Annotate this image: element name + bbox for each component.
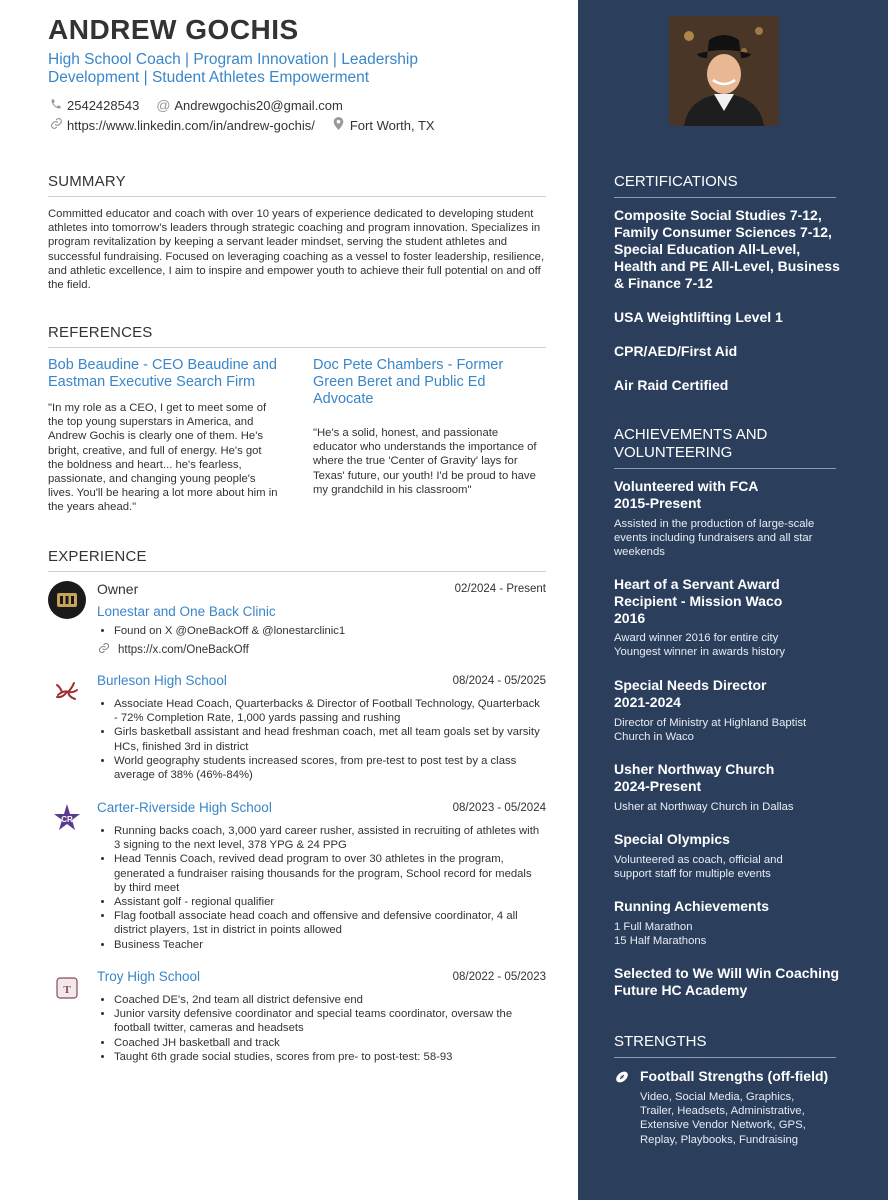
link-icon	[98, 642, 118, 657]
achievement-title: Usher Northway Church 2024-Present	[614, 761, 775, 794]
sidebar	[578, 0, 888, 1200]
job-organization[interactable]: Lonestar and One Back Clinic	[97, 604, 276, 619]
at-icon: @	[156, 97, 171, 113]
job-bullet: • Taught 6th grade social studies, scores from pre- to post-test: 58-93	[114, 1050, 546, 1064]
headline-line-1: High School Coach | Program Innovation | Leadership	[48, 51, 418, 68]
link-icon	[48, 117, 64, 133]
job-link-row	[98, 642, 249, 657]
phone-item	[48, 98, 139, 113]
carter-riverside-logo	[48, 800, 86, 838]
summary-text: Committed educator and coach with over 10 years of experience dedicated to developing student athletes into tomorrow’s leaders through strategic coaching and program innovation. Specializes in program revitalization by keeping a servant leader mindset, serving the student athletes and successful fundraising. Focused on leveraging coaching as a vessel to foster leadership, resilience, and athletic excellence, I aim to inspire and empower youth to achieve their full potential on and off the field.	[48, 208, 545, 292]
headline-line-2: Development | Student Athletes Empowerment	[48, 69, 370, 86]
job-bullet: • Found on X @OneBackOff & @lonestarclinic1	[114, 624, 546, 638]
svg-text:CR: CR	[61, 815, 73, 824]
job-organization[interactable]: Troy High School	[97, 969, 201, 984]
job-entry	[48, 969, 546, 1069]
email-address[interactable]: Andrewgochis20@gmail.com	[174, 97, 343, 113]
achievement-title: Special Olympics	[614, 831, 730, 847]
reference-quote: "In my role as a CEO, I get to meet some of the top young superstars in America, and Andrew Gochis is clearly one of them. He's bright, creative, and full of energy. He's got the boldness and heart... he's fearless, passionate, and changing young people's lives. You'll be hearing a lot more about him in the years ahead."	[48, 402, 278, 514]
location-pin-icon	[331, 117, 347, 133]
achievement-title: Selected to We Will Win Coaching Future HC Academy	[614, 965, 840, 998]
phone-icon	[48, 98, 64, 113]
achievements-heading: ACHIEVEMENTS AND VOLUNTEERING	[614, 426, 836, 469]
candidate-name: ANDREW GOCHIS	[48, 14, 299, 45]
job-date: 08/2023 - 05/2024	[452, 802, 546, 814]
troy-logo	[48, 969, 86, 1007]
achievement-desc: Director of Ministry at Highland Baptist Church in Waco	[614, 717, 807, 744]
reference-name: Doc Pete Chambers - Former Green Beret and Public Ed Advocate	[313, 357, 504, 407]
summary-heading: SUMMARY	[48, 173, 546, 197]
job-bullets	[114, 697, 546, 782]
achievement-desc: Volunteered as coach, official and support staff for multiple events	[614, 854, 783, 881]
job-entry	[48, 800, 546, 960]
clinic-logo	[48, 581, 86, 619]
job-bullet: • Coached JH basketball and track	[114, 1036, 546, 1050]
phone-number[interactable]: 2542428543	[67, 97, 140, 113]
job-date: 02/2024 - Present	[454, 583, 546, 595]
job-bullet: • Running backs coach, 3,000 yard career rusher, assisted in recruiting of athletes with 3 signing to the next level, 378 YPG & 24 PPG	[114, 824, 546, 852]
job-organization[interactable]: Carter-Riverside High School	[97, 800, 272, 815]
experience-heading: EXPERIENCE	[48, 548, 546, 572]
achievement-title: Volunteered with FCA 2015-Present	[614, 478, 758, 511]
job-bullet: • Junior varsity defensive coordinator and special teams coordinator, oversaw the football twitter, cameras and headsets	[114, 1007, 546, 1035]
achievement-title: Special Needs Director 2021-2024	[614, 677, 767, 710]
strength-desc: Video, Social Media, Graphics, Trailer, Headsets, Administrative, Extensive Vendor Network, GPS, Replay, Playbooks, Fundraising	[640, 1091, 806, 1146]
job-bullets	[114, 624, 546, 638]
job-bullet: • World geography students increased scores, from pre-test to post test by a class average of 38% (46%-84%)	[114, 754, 546, 782]
achievement-desc: 15 Half Marathons	[614, 935, 707, 947]
certification-item: Composite Social Studies 7-12, Family Consumer Sciences 7-12, Special Education All-Level, Health and PE All-Level, Business & Finance 7-12	[614, 207, 840, 291]
job-entry	[48, 673, 546, 793]
achievement-desc: Award winner 2016 for entire city Youngest winner in awards history	[614, 632, 786, 659]
headline	[48, 51, 468, 87]
job-bullet: • Head Tennis Coach, revived dead program to over 30 athletes in the program, generated a fundraiser raising thousands for the program, School record for medals by third meet	[114, 852, 546, 895]
reference-item	[313, 357, 545, 497]
strength-title: Football Strengths (off-field)	[640, 1068, 829, 1084]
job-date: 08/2022 - 05/2023	[452, 971, 546, 983]
email-item	[155, 97, 343, 113]
certification-item: Air Raid Certified	[614, 377, 729, 393]
job-role: Owner	[97, 581, 139, 597]
football-icon	[614, 1069, 634, 1085]
achievement-title: Heart of a Servant Award Recipient - Mission Waco 2016	[614, 576, 783, 626]
contact-row-2	[48, 117, 451, 133]
job-bullets	[114, 993, 546, 1064]
job-bullet: • Business Teacher	[114, 938, 546, 952]
job-link[interactable]: https://x.com/OneBackOff	[118, 643, 249, 656]
achievement-desc: Assisted in the production of large-scale events including fundraisers and all star weekends	[614, 518, 815, 559]
contact-row-1	[48, 97, 359, 113]
svg-text:T: T	[63, 984, 71, 996]
strengths-heading: STRENGTHS	[614, 1033, 836, 1058]
reference-name: Bob Beaudine - CEO Beaudine and Eastman Executive Search Firm	[48, 357, 277, 390]
job-bullet: • Assistant golf - regional qualifier	[114, 895, 546, 909]
reference-quote: "He's a solid, honest, and passionate educator who understands the importance of where the true 'Center of Gravity' lays for Texas' future, our youth! I'd be proud to have my grandchild in his classroom"	[313, 427, 537, 496]
location-item	[331, 117, 435, 133]
job-bullet: • Associate Head Coach, Quarterbacks & Director of Football Technology, Quarterback - 72% Completion Rate, 1,000 yards passing and rushing	[114, 697, 546, 725]
profile-photo	[669, 16, 779, 126]
location-text: Fort Worth, TX	[349, 117, 435, 133]
linkedin-link[interactable]: https://www.linkedin.com/in/andrew-gochis/	[67, 117, 315, 133]
job-organization[interactable]: Burleson High School	[97, 673, 227, 688]
achievement-desc: Usher at Northway Church in Dallas	[614, 801, 794, 813]
burleson-logo	[48, 673, 86, 711]
references-heading: REFERENCES	[48, 324, 546, 348]
achievement-desc: 1 Full Marathon	[614, 921, 693, 933]
job-bullets	[114, 824, 546, 952]
certifications-heading: CERTIFICATIONS	[614, 173, 836, 198]
job-date: 08/2024 - 05/2025	[452, 675, 546, 687]
reference-item	[48, 357, 280, 515]
certification-item: USA Weightlifting Level 1	[614, 309, 783, 325]
certification-item: CPR/AED/First Aid	[614, 343, 738, 359]
job-entry	[48, 581, 546, 661]
job-bullet: • Girls basketball assistant and head freshman coach, met all team goals set by varsity HCs, finished 3rd in district	[114, 725, 546, 753]
job-bullet: • Flag football associate head coach and offensive and defensive coordinator, 4 all district players, 1st in district in points allowed	[114, 909, 546, 937]
achievement-title: Running Achievements	[614, 898, 770, 914]
job-bullet: • Coached DE's, 2nd team all district defensive end	[114, 993, 546, 1007]
linkedin-item	[48, 117, 315, 133]
